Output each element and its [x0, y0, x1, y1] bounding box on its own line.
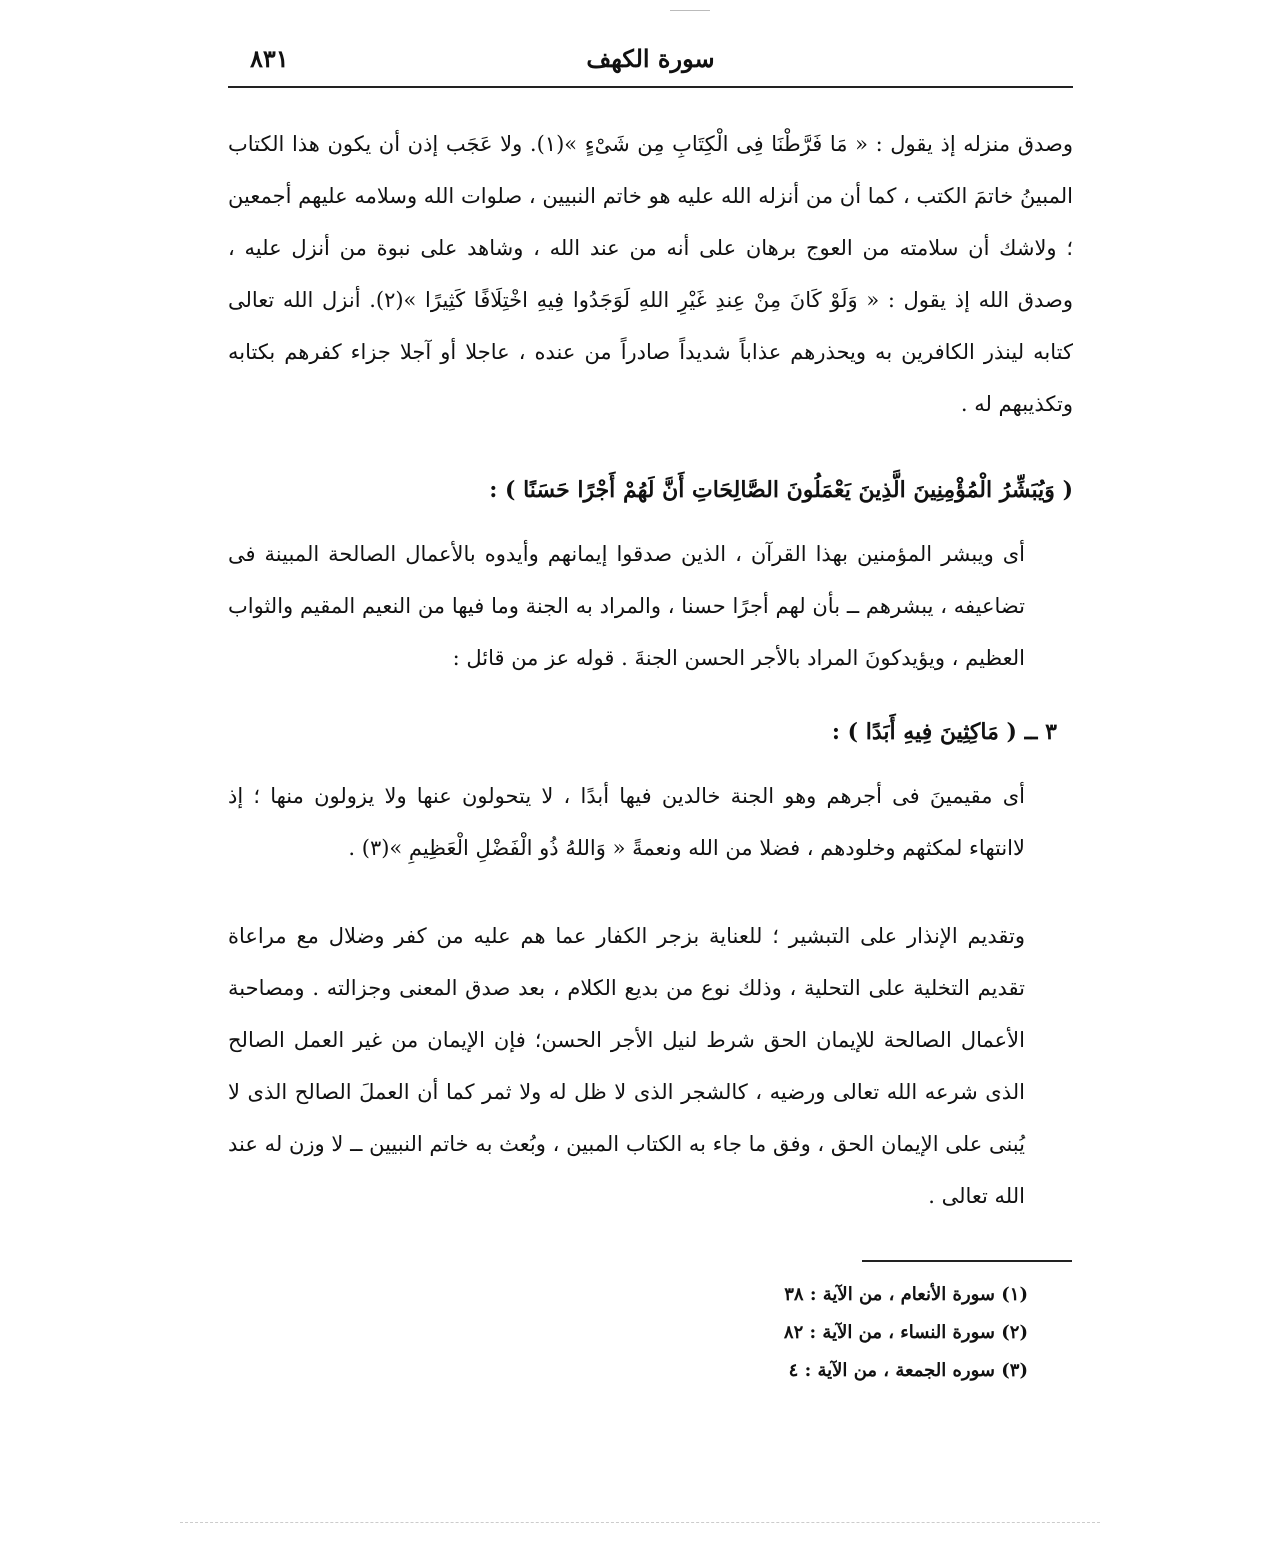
surah-title: سورة الكهف: [586, 44, 715, 73]
verse-heading-2: ( وَيُبَشِّرُ الْمُؤْمِنِينَ الَّذِينَ يَعْمَلُونَ الصَّالِحَاتِ أَنَّ لَهُمْ أَجْرًا حَسَنًا ) :: [489, 477, 1073, 503]
bottom-rule: [180, 1522, 1100, 1523]
page-number: ٨٣١: [250, 44, 289, 73]
top-mark: [670, 10, 710, 11]
footnote-1: (١) سورة الأنعام ، من الآية : ٣٨: [784, 1284, 1028, 1305]
running-header: [228, 40, 1073, 88]
paragraph-1: وصدق منزله إذ يقول : « مَا فَرَّطْنَا فِى الْكِتَابِ مِن شَىْءٍ »(١). ولا عَجَب إذن أن يكون هذا الكتاب المبينُ خاتمَ الكتب ، كما أن من أنزله الله عليه هو خاتم النبيين ، صلوات الله وسلامه عليهم أجمعين ؛ ولاشك أن سلامته من العوج برهان على أنه من عند الله ، وشاهد على نبوة من أنزل عليه ، وصدق الله إذ يقول : « وَلَوْ كَانَ مِنْ عِندِ غَيْرِ اللهِ لَوَجَدُوا فِيهِ اخْتِلَافًا كَثِيرًا »(٢). أنزل الله تعالى كتابه لينذر الكافرين به ويحذرهم عذاباً شديداً صادراً من عنده ، عاجلا أو آجلا جزاء كفرهم بكتابه وتكذيبهم له .: [228, 132, 1073, 416]
paragraph-3: أى مقيمينَ فى أجرهم وهو الجنة خالدين فيها أبدًا ، لا يتحولون عنها ولا يزولون منها ؛ إذ لاانتهاء لمكثهم وخلودهم ، فضلا من الله ونعمةً « وَاللهُ ذُو الْفَضْلِ الْعَظِيمِ »(٣) .: [228, 784, 1025, 860]
footnote-rule: [862, 1260, 1072, 1262]
paragraph-4: وتقديم الإنذار على التبشير ؛ للعناية بزجر الكفار عما هم عليه من كفر وضلال مع مراعاة تقديم التخلية على التحلية ، وذلك نوع من بديع الكلام ، بعد صدق المعنى وجزالته . ومصاحبة الأعمال الصالحة للإيمان الحق شرط لنيل الأجر الحسن؛ فإن الإيمان من غير العمل الصالح الذى شرعه الله تعالى ورضيه ، كالشجر الذى لا ظل له ولا ثمر كما أن العملَ الصالح الذى لا يُبنى على الإيمان الحق ، وفق ما جاء به الكتاب المبين ، وبُعث به خاتم النبيين ــ لا وزن له عند الله تعالى .: [228, 924, 1025, 1208]
footnote-2: (٢) سورة النساء ، من الآية : ٨٢: [783, 1322, 1028, 1343]
verse-heading-3: ٣ ــ ( مَاكِثِينَ فِيهِ أَبَدًا ) :: [831, 719, 1057, 745]
paragraph-2: أى ويبشر المؤمنين بهذا القرآن ، الذين صدقوا إيمانهم وأيدوه بالأعمال الصالحة المبينة فى تضاعيفه ، يبشرهم ــ بأن لهم أجرًا حسنا ، والمراد به الجنة وما فيها من النعيم المقيم والثواب العظيم ، ويؤيدكونَ المراد بالأجر الحسن الجنةَ . قوله عز من قائل :: [228, 542, 1025, 670]
footnote-3: (٣) سوره الجمعة ، من الآية : ٤: [788, 1360, 1028, 1381]
footnotes: [228, 1276, 1028, 1390]
